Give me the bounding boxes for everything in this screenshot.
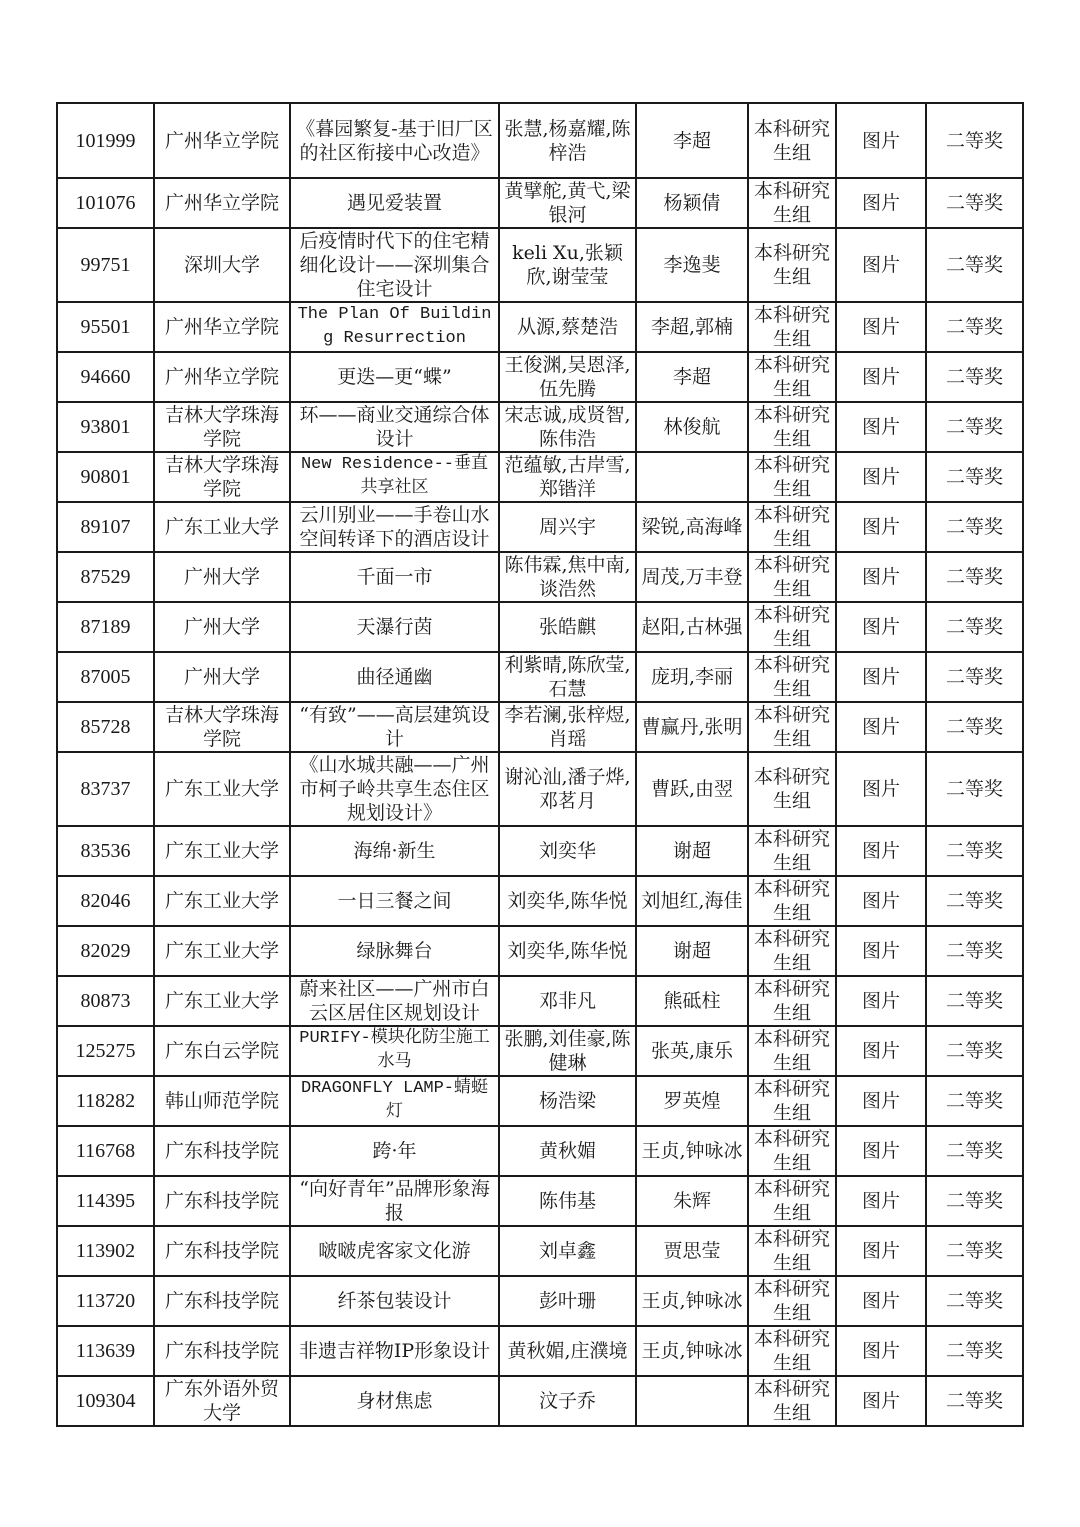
cell-award: 二等奖 (926, 402, 1023, 452)
cell-school: 广东外语外贸大学 (154, 1376, 290, 1426)
cell-work-id: 93801 (57, 402, 154, 452)
cell-entry-type: 图片 (836, 1326, 926, 1376)
cell-school: 广东工业大学 (154, 926, 290, 976)
cell-tutor: 谢超 (636, 926, 748, 976)
cell-award: 二等奖 (926, 103, 1023, 178)
cell-tutor: 贾思莹 (636, 1226, 748, 1276)
cell-group: 本科研究生组 (748, 1376, 836, 1426)
cell-work-title: 绿脉舞台 (290, 926, 499, 976)
cell-school: 广东工业大学 (154, 826, 290, 876)
cell-school: 广州华立学院 (154, 103, 290, 178)
award-list-sheet (56, 102, 1022, 1427)
cell-authors: 邓非凡 (499, 976, 636, 1026)
table-row (57, 552, 1023, 602)
cell-work-id: 87529 (57, 552, 154, 602)
cell-authors: 谢沁汕,潘子烨,邓茗月 (499, 752, 636, 826)
cell-tutor: 熊砥柱 (636, 976, 748, 1026)
cell-school: 广东工业大学 (154, 976, 290, 1026)
cell-school: 广东科技学院 (154, 1226, 290, 1276)
cell-authors: 周兴宇 (499, 502, 636, 552)
cell-group: 本科研究生组 (748, 752, 836, 826)
cell-entry-type: 图片 (836, 452, 926, 502)
cell-work-id: 83737 (57, 752, 154, 826)
cell-group: 本科研究生组 (748, 1326, 836, 1376)
cell-authors: 陈伟霖,焦中南,谈浩然 (499, 552, 636, 602)
cell-tutor: 王贞,钟咏冰 (636, 1276, 748, 1326)
table-row (57, 103, 1023, 178)
cell-authors: 陈伟基 (499, 1176, 636, 1226)
cell-group: 本科研究生组 (748, 1126, 836, 1176)
cell-work-id: 109304 (57, 1376, 154, 1426)
cell-work-title: 跨·年 (290, 1126, 499, 1176)
cell-work-id: 87189 (57, 602, 154, 652)
cell-authors: 刘奕华 (499, 826, 636, 876)
cell-tutor: 杨颖倩 (636, 178, 748, 228)
cell-work-title: 更迭—更“蝶” (290, 352, 499, 402)
table-row (57, 178, 1023, 228)
cell-tutor: 周茂,万丰登 (636, 552, 748, 602)
cell-authors: 刘卓鑫 (499, 1226, 636, 1276)
cell-tutor: 林俊航 (636, 402, 748, 452)
cell-award: 二等奖 (926, 228, 1023, 302)
cell-group: 本科研究生组 (748, 652, 836, 702)
cell-tutor: 李超 (636, 352, 748, 402)
cell-work-title: 天瀑行茵 (290, 602, 499, 652)
cell-work-title: 环——商业交通综合体设计 (290, 402, 499, 452)
award-table-body (57, 103, 1023, 1426)
cell-award: 二等奖 (926, 752, 1023, 826)
cell-work-title: 千面一市 (290, 552, 499, 602)
cell-award: 二等奖 (926, 178, 1023, 228)
cell-work-title: 遇见爱装置 (290, 178, 499, 228)
cell-work-title: New Residence--垂直共享社区 (290, 452, 499, 502)
cell-work-title: 啵啵虎客家文化游 (290, 1226, 499, 1276)
cell-group: 本科研究生组 (748, 602, 836, 652)
cell-group: 本科研究生组 (748, 402, 836, 452)
cell-work-title: 蔚来社区——广州市白云区居住区规划设计 (290, 976, 499, 1026)
cell-tutor: 谢超 (636, 826, 748, 876)
award-table (56, 102, 1024, 1427)
cell-work-title: 后疫情时代下的住宅精细化设计——深圳集合住宅设计 (290, 228, 499, 302)
cell-authors: 李若澜,张梓煜,肖瑶 (499, 702, 636, 752)
cell-award: 二等奖 (926, 602, 1023, 652)
table-row (57, 1276, 1023, 1326)
cell-school: 广东科技学院 (154, 1326, 290, 1376)
table-row (57, 1226, 1023, 1276)
table-row (57, 1376, 1023, 1426)
table-row (57, 402, 1023, 452)
cell-group: 本科研究生组 (748, 178, 836, 228)
cell-award: 二等奖 (926, 652, 1023, 702)
cell-award: 二等奖 (926, 452, 1023, 502)
cell-group: 本科研究生组 (748, 302, 836, 352)
cell-work-id: 113639 (57, 1326, 154, 1376)
cell-school: 广东工业大学 (154, 876, 290, 926)
cell-authors: 张皓麒 (499, 602, 636, 652)
cell-work-id: 82029 (57, 926, 154, 976)
cell-work-title: 身材焦虑 (290, 1376, 499, 1426)
cell-group: 本科研究生组 (748, 1026, 836, 1076)
cell-award: 二等奖 (926, 926, 1023, 976)
cell-authors: keli Xu,张颖欣,谢莹莹 (499, 228, 636, 302)
cell-work-id: 80873 (57, 976, 154, 1026)
cell-work-id: 101999 (57, 103, 154, 178)
table-row (57, 1326, 1023, 1376)
cell-award: 二等奖 (926, 352, 1023, 402)
cell-entry-type: 图片 (836, 1026, 926, 1076)
cell-school: 广州大学 (154, 552, 290, 602)
cell-tutor: 刘旭红,海佳 (636, 876, 748, 926)
cell-work-title: The Plan Of Building Resurrection (290, 302, 499, 352)
cell-entry-type: 图片 (836, 926, 926, 976)
cell-award: 二等奖 (926, 826, 1023, 876)
table-row (57, 1126, 1023, 1176)
table-row (57, 652, 1023, 702)
table-row (57, 228, 1023, 302)
cell-entry-type: 图片 (836, 1176, 926, 1226)
cell-group: 本科研究生组 (748, 702, 836, 752)
cell-entry-type: 图片 (836, 602, 926, 652)
cell-work-title: 海绵·新生 (290, 826, 499, 876)
cell-work-id: 114395 (57, 1176, 154, 1226)
table-row (57, 702, 1023, 752)
cell-award: 二等奖 (926, 1226, 1023, 1276)
cell-entry-type: 图片 (836, 876, 926, 926)
cell-work-title: “有致”——高层建筑设计 (290, 702, 499, 752)
cell-award: 二等奖 (926, 552, 1023, 602)
cell-group: 本科研究生组 (748, 976, 836, 1026)
cell-group: 本科研究生组 (748, 1276, 836, 1326)
table-row (57, 876, 1023, 926)
cell-entry-type: 图片 (836, 826, 926, 876)
cell-tutor: 赵阳,古林强 (636, 602, 748, 652)
cell-authors: 范蕴敏,古岸雪,郑锴洋 (499, 452, 636, 502)
cell-work-title: 云川别业——手卷山水空间转译下的酒店设计 (290, 502, 499, 552)
cell-school: 韩山师范学院 (154, 1076, 290, 1126)
cell-tutor: 王贞,钟咏冰 (636, 1326, 748, 1376)
cell-tutor: 朱辉 (636, 1176, 748, 1226)
cell-group: 本科研究生组 (748, 1176, 836, 1226)
cell-entry-type: 图片 (836, 552, 926, 602)
cell-authors: 黄擘舵,黄弋,梁银河 (499, 178, 636, 228)
cell-tutor: 曹跃,由翌 (636, 752, 748, 826)
cell-award: 二等奖 (926, 1126, 1023, 1176)
table-row (57, 826, 1023, 876)
cell-school: 广东科技学院 (154, 1276, 290, 1326)
cell-authors: 刘奕华,陈华悦 (499, 876, 636, 926)
cell-award: 二等奖 (926, 702, 1023, 752)
cell-tutor: 庞玥,李丽 (636, 652, 748, 702)
cell-tutor (636, 1376, 748, 1426)
cell-tutor: 罗英煌 (636, 1076, 748, 1126)
table-row (57, 1176, 1023, 1226)
cell-entry-type: 图片 (836, 178, 926, 228)
cell-school: 广东工业大学 (154, 502, 290, 552)
cell-award: 二等奖 (926, 1176, 1023, 1226)
table-row (57, 602, 1023, 652)
table-row (57, 302, 1023, 352)
cell-work-id: 87005 (57, 652, 154, 702)
cell-entry-type: 图片 (836, 302, 926, 352)
cell-work-id: 101076 (57, 178, 154, 228)
table-row (57, 752, 1023, 826)
cell-work-id: 85728 (57, 702, 154, 752)
cell-entry-type: 图片 (836, 976, 926, 1026)
cell-school: 广东白云学院 (154, 1026, 290, 1076)
cell-award: 二等奖 (926, 976, 1023, 1026)
cell-work-title: DRAGONFLY LAMP-蜻蜓灯 (290, 1076, 499, 1126)
cell-authors: 杨浩梁 (499, 1076, 636, 1126)
cell-work-id: 99751 (57, 228, 154, 302)
cell-group: 本科研究生组 (748, 228, 836, 302)
cell-group: 本科研究生组 (748, 502, 836, 552)
cell-work-title: PURIFY-模块化防尘施工水马 (290, 1026, 499, 1076)
cell-tutor: 张英,康乐 (636, 1026, 748, 1076)
cell-tutor: 王贞,钟咏冰 (636, 1126, 748, 1176)
cell-group: 本科研究生组 (748, 1076, 836, 1126)
cell-authors: 黄秋媚,庄濮境 (499, 1326, 636, 1376)
cell-tutor: 曹赢丹,张明 (636, 702, 748, 752)
cell-entry-type: 图片 (836, 1376, 926, 1426)
table-row (57, 976, 1023, 1026)
cell-entry-type: 图片 (836, 1276, 926, 1326)
cell-tutor: 李超 (636, 103, 748, 178)
cell-school: 吉林大学珠海学院 (154, 702, 290, 752)
cell-school: 广州华立学院 (154, 178, 290, 228)
cell-group: 本科研究生组 (748, 552, 836, 602)
cell-work-id: 95501 (57, 302, 154, 352)
cell-school: 广州大学 (154, 602, 290, 652)
cell-entry-type: 图片 (836, 702, 926, 752)
cell-school: 深圳大学 (154, 228, 290, 302)
cell-award: 二等奖 (926, 1376, 1023, 1426)
cell-school: 广州大学 (154, 652, 290, 702)
cell-school: 吉林大学珠海学院 (154, 402, 290, 452)
table-row (57, 926, 1023, 976)
cell-school: 广东科技学院 (154, 1176, 290, 1226)
cell-authors: 黄秋媚 (499, 1126, 636, 1176)
cell-work-title: 一日三餐之间 (290, 876, 499, 926)
cell-work-id: 116768 (57, 1126, 154, 1176)
cell-school: 广州华立学院 (154, 352, 290, 402)
table-row (57, 352, 1023, 402)
cell-award: 二等奖 (926, 1026, 1023, 1076)
cell-work-title: 曲径通幽 (290, 652, 499, 702)
table-row (57, 452, 1023, 502)
cell-award: 二等奖 (926, 302, 1023, 352)
cell-entry-type: 图片 (836, 402, 926, 452)
cell-group: 本科研究生组 (748, 826, 836, 876)
cell-group: 本科研究生组 (748, 352, 836, 402)
table-row (57, 1076, 1023, 1126)
cell-work-title: “向好青年”品牌形象海报 (290, 1176, 499, 1226)
cell-tutor: 李逸斐 (636, 228, 748, 302)
cell-entry-type: 图片 (836, 752, 926, 826)
cell-work-id: 94660 (57, 352, 154, 402)
cell-tutor (636, 452, 748, 502)
cell-tutor: 李超,郭楠 (636, 302, 748, 352)
cell-group: 本科研究生组 (748, 926, 836, 976)
cell-work-title: 《暮园繁复-基于旧厂区的社区衔接中心改造》 (290, 103, 499, 178)
cell-school: 广州华立学院 (154, 302, 290, 352)
table-row (57, 1026, 1023, 1076)
cell-group: 本科研究生组 (748, 1226, 836, 1276)
cell-work-id: 125275 (57, 1026, 154, 1076)
cell-work-id: 83536 (57, 826, 154, 876)
cell-school: 广东工业大学 (154, 752, 290, 826)
cell-work-id: 113720 (57, 1276, 154, 1326)
cell-entry-type: 图片 (836, 1076, 926, 1126)
cell-work-id: 90801 (57, 452, 154, 502)
cell-entry-type: 图片 (836, 1126, 926, 1176)
cell-authors: 刘奕华,陈华悦 (499, 926, 636, 976)
cell-school: 吉林大学珠海学院 (154, 452, 290, 502)
cell-work-title: 非遗吉祥物IP形象设计 (290, 1326, 499, 1376)
cell-authors: 宋志诚,成贤智,陈伟浩 (499, 402, 636, 452)
cell-award: 二等奖 (926, 1276, 1023, 1326)
cell-authors: 张慧,杨嘉耀,陈梓浩 (499, 103, 636, 178)
cell-group: 本科研究生组 (748, 103, 836, 178)
cell-authors: 从源,蔡楚浩 (499, 302, 636, 352)
cell-authors: 汶子乔 (499, 1376, 636, 1426)
cell-work-id: 118282 (57, 1076, 154, 1126)
cell-work-id: 82046 (57, 876, 154, 926)
cell-authors: 张鹏,刘佳豪,陈健琳 (499, 1026, 636, 1076)
cell-entry-type: 图片 (836, 502, 926, 552)
cell-authors: 彭叶珊 (499, 1276, 636, 1326)
cell-entry-type: 图片 (836, 103, 926, 178)
cell-award: 二等奖 (926, 502, 1023, 552)
cell-entry-type: 图片 (836, 1226, 926, 1276)
cell-award: 二等奖 (926, 1076, 1023, 1126)
cell-work-id: 113902 (57, 1226, 154, 1276)
cell-authors: 王俊渊,吴恩泽,伍先腾 (499, 352, 636, 402)
cell-group: 本科研究生组 (748, 452, 836, 502)
cell-entry-type: 图片 (836, 352, 926, 402)
cell-award: 二等奖 (926, 1326, 1023, 1376)
cell-authors: 利紫晴,陈欣莹,石慧 (499, 652, 636, 702)
cell-tutor: 梁锐,高海峰 (636, 502, 748, 552)
cell-award: 二等奖 (926, 876, 1023, 926)
cell-work-title: 纤茶包装设计 (290, 1276, 499, 1326)
cell-school: 广东科技学院 (154, 1126, 290, 1176)
cell-group: 本科研究生组 (748, 876, 836, 926)
table-row (57, 502, 1023, 552)
cell-work-id: 89107 (57, 502, 154, 552)
cell-entry-type: 图片 (836, 228, 926, 302)
cell-entry-type: 图片 (836, 652, 926, 702)
cell-work-title: 《山水城共融——广州市柯子岭共享生态住区规划设计》 (290, 752, 499, 826)
